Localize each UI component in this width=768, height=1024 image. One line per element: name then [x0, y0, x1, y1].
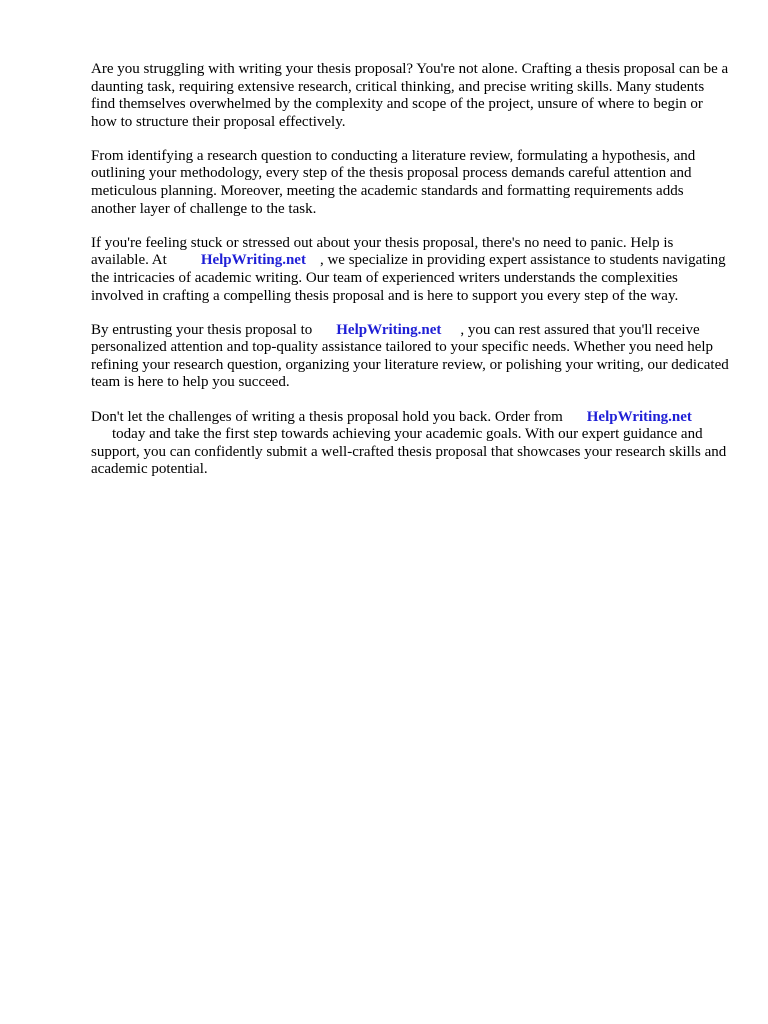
paragraph-5-text-before: Don't let the challenges of writing a thesis proposal hold you back. Order from: [91, 408, 563, 425]
paragraph-5-text-after: today and take the first step towards achieving your academic goals. With our expert guidance and support, you can confidently submit a well-crafted thesis proposal that showcases your research skills and academic potential.: [91, 426, 727, 478]
paragraph-2: From identifying a research question to conducting a literature review, formulating a hypothesis, and outlining your methodology, every step of the thesis proposal process demands careful attention and meticulous planning. Moreover, meeting the academic standards and formatting requirements adds another layer of challenge to the task.: [91, 147, 696, 217]
paragraph-4-text-after: , you can rest assured that you'll receive personalized attention and top-quality assistance tailored to your specific needs. Whether you need help refining your research question, organizing your literature review, or polishing your writing, our dedicated team is here to help you succeed.: [91, 321, 729, 391]
document-body: [91, 61, 731, 495]
helpwriting-link[interactable]: HelpWriting.net: [200, 252, 306, 269]
helpwriting-link[interactable]: HelpWriting.net: [336, 321, 442, 338]
paragraph-3-text-after: , we specialize in providing expert assistance to students navigating the intricacies of academic writing. Our team of experienced writers understands the complexities involved in crafting a compelling thesis proposal and is here to support you every step of the way.: [91, 252, 726, 304]
paragraph-4: [91, 322, 731, 392]
helpwriting-link[interactable]: HelpWriting.net: [586, 408, 692, 425]
paragraph-1: Are you struggling with writing your thesis proposal? You're not alone. Crafting a thesis proposal can be a daunting task, requiring extensive research, critical thinking, and precise writing skills. Many students find themselves overwhelmed by the complexity and scope of the project, unsure of where to begin or how to structure their proposal effectively.: [91, 61, 729, 130]
paragraph-3-text-before: If you're feeling stuck or stressed out about your thesis proposal, there's no need to panic. Help is available. At: [91, 234, 674, 269]
paragraph-3: [91, 235, 731, 305]
paragraph-4-text-before: By entrusting your thesis proposal to: [91, 321, 313, 338]
paragraph-5: [91, 409, 731, 479]
